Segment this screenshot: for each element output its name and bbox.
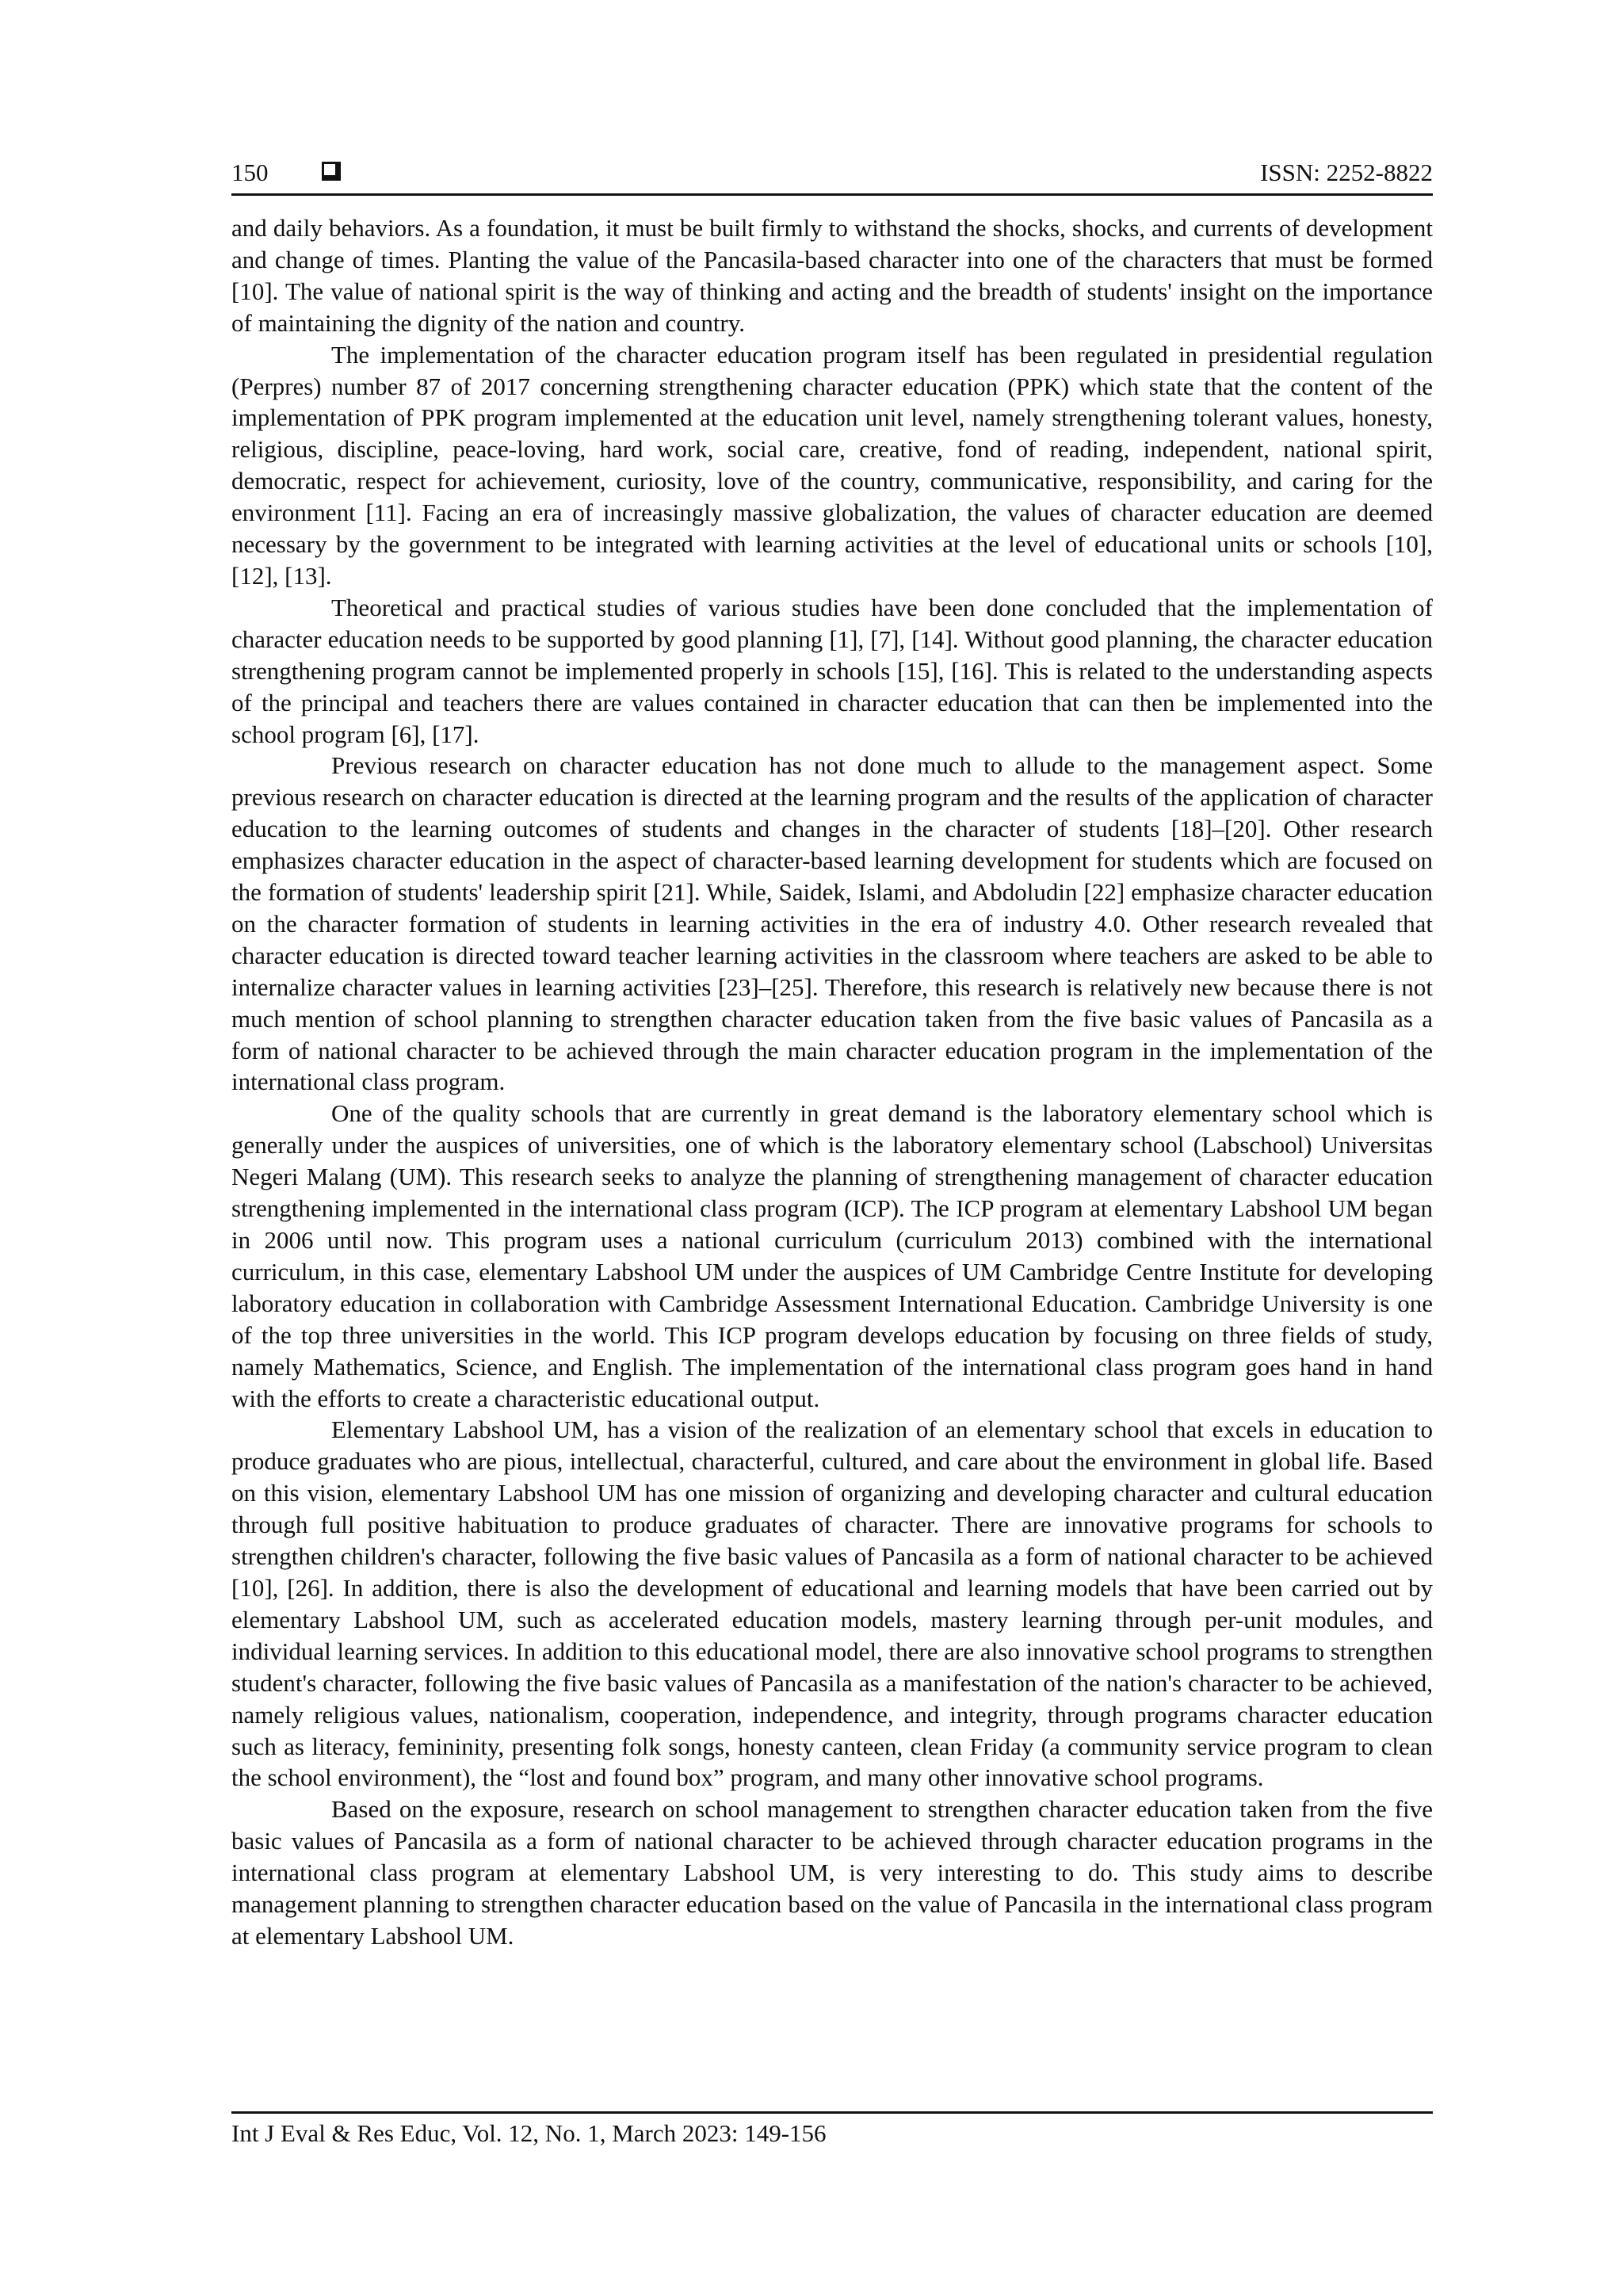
- issn-label: ISSN: 2252-8822: [1260, 159, 1433, 186]
- paragraph: Elementary Labshool UM, has a vision of the realization of an elementary school that excels in education to produce graduates who are pious, intellectual, characterful, cultured, and care about the environment in global life. Based on this vision, elementary Labshool UM has one mission of organizing and developing character and cultural education through full positive habituation to produce graduates of character. There are innovative programs for schools to strengthen children's character, following the five basic values of Pancasila as a form of national character to be achieved [10], [26]. In addition, there is also the development of educational and learning models that have been carried out by elementary Labshool UM, such as accelerated education models, mastery learning through per-unit modules, and individual learning services. In addition to this educational model, there are also innovative school programs to strengthen student's character, following the five basic values of Pancasila as a manifestation of the nation's character to be achieved, namely religious values, nationalism, cooperation, independence, and integrity, through programs character education such as literacy, femininity, presenting folk songs, honesty canteen, clean Friday (a community service program to clean the school environment), the “lost and found box” program, and many other innovative school programs.: [231, 1415, 1433, 1792]
- journal-citation: Int J Eval & Res Educ, Vol. 12, No. 1, March 2023: 149-156: [231, 2119, 827, 2147]
- paragraph: Previous research on character education has not done much to allude to the management aspect. Some previous research on character education is directed at the learning program and the results of the application of character education to the learning outcomes of students and changes in the character of students [18]–[20]. Other research emphasizes character education in the aspect of character-based learning development for students which are focused on the formation of students' leadership spirit [21]. While, Saidek, Islami, and Abdoludin [22] emphasize character education on the character formation of students in learning activities in the era of industry 4.0. Other research revealed that character education is directed toward teacher learning activities in the classroom where teachers are asked to be able to internalize character values in learning activities [23]–[25]. Therefore, this research is relatively new because there is not much mention of school planning to strengthen character education taken from the five basic values of Pancasila as a form of national character to be achieved through the main character education program in the implementation of the international class program.: [231, 751, 1433, 1096]
- paragraph: The implementation of the character education program itself has been regulated in presidential regulation (Perpres) number 87 of 2017 concerning strengthening character education (PPK) which state that the content of the implementation of PPK program implemented at the education unit level, namely strengthening tolerant values, honesty, religious, discipline, peace-loving, hard work, social care, creative, fond of reading, independent, national spirit, democratic, respect for achievement, curiosity, love of the country, communicative, responsibility, and caring for the environment [11]. Facing an era of increasingly massive globalization, the values of character education are deemed necessary by the government to be integrated with learning activities at the level of educational units or schools [10], [12], [13].: [231, 340, 1433, 590]
- paragraph: Theoretical and practical studies of various studies have been done concluded that the implementation of character education needs to be supported by good planning [1], [7], [14]. Without good planning, the character education strengthening program cannot be implemented properly in schools [15], [16]. This is related to the understanding aspects of the principal and teachers there are values contained in character education that can then be implemented into the school program [6], [17].: [231, 593, 1433, 748]
- footer-divider: [231, 2111, 1433, 2114]
- body-text: [231, 212, 1433, 1952]
- square-box-icon: [322, 162, 341, 181]
- running-header: [231, 155, 1433, 190]
- paragraph: Based on the exposure, research on school management to strengthen character education taken from the five basic values of Pancasila as a form of national character to be achieved through character education programs in the international class program at elementary Labshool UM, is very interesting to do. This study aims to describe management planning to strengthen character education based on the value of Pancasila in the international class program at elementary Labshool UM.: [231, 1795, 1433, 1950]
- page-number: 150: [231, 159, 269, 186]
- paragraph: One of the quality schools that are currently in great demand is the laboratory elementary school which is generally under the auspices of universities, one of which is the laboratory elementary school (Labschool) Universitas Negeri Malang (UM). This research seeks to analyze the planning of strengthening management of character education strengthening implemented in the international class program (ICP). The ICP program at elementary Labshool UM began in 2006 until now. This program uses a national curriculum (curriculum 2013) combined with the international curriculum, in this case, elementary Labshool UM under the auspices of UM Cambridge Centre Institute for developing laboratory education in collaboration with Cambridge Assessment International Education. Cambridge University is one of the top three universities in the world. This ICP program develops education by focusing on three fields of study, namely Mathematics, Science, and English. The implementation of the international class program goes hand in hand with the efforts to create a characteristic educational output.: [231, 1099, 1433, 1412]
- header-divider: [231, 193, 1433, 196]
- paragraph: and daily behaviors. As a foundation, it must be built firmly to withstand the shocks, shocks, and currents of development and change of times. Planting the value of the Pancasila-based character into one of the characters that must be formed [10]. The value of national spirit is the way of thinking and acting and the breadth of students' insight on the importance of maintaining the dignity of the nation and country.: [231, 214, 1433, 337]
